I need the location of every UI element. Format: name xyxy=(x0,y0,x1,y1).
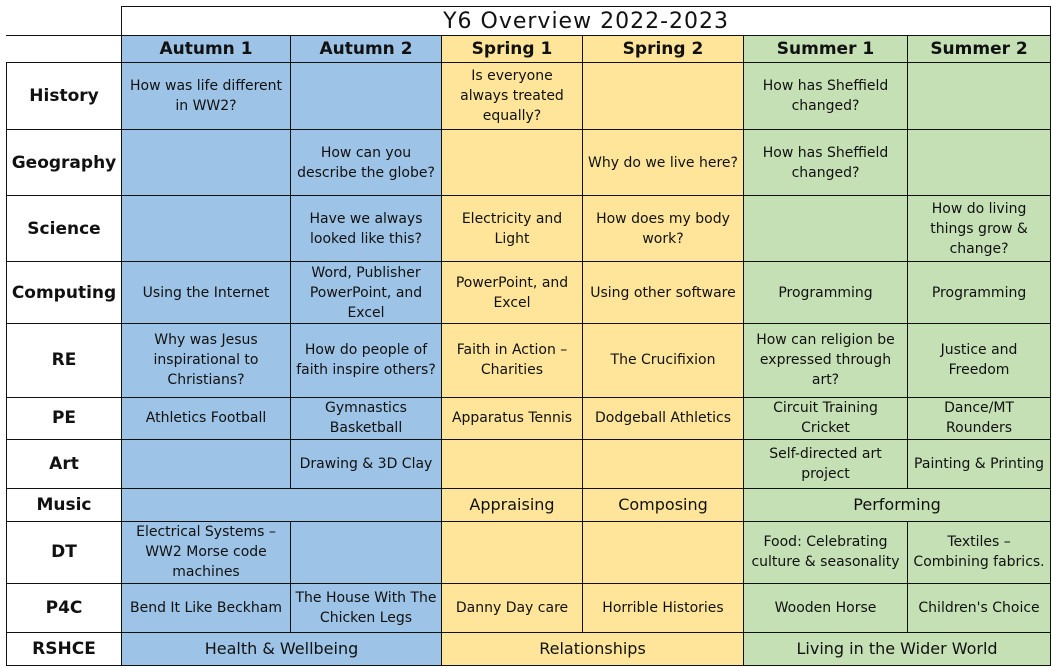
topic-cell xyxy=(122,439,291,488)
table-row xyxy=(7,196,1051,262)
topic-cell: Word, Publisher PowerPoint, and Excel xyxy=(291,262,442,324)
topic-cell: Performing xyxy=(744,488,1051,521)
topic-cell: Textiles – Combining fabrics. xyxy=(908,521,1051,583)
overview-table xyxy=(6,6,1051,666)
topic-cell: Programming xyxy=(744,262,908,324)
topic-cell xyxy=(442,439,583,488)
term-header-spring-2: Spring 2 xyxy=(583,36,744,63)
topic-cell: Danny Day care xyxy=(442,583,583,632)
topic-cell: How can you describe the globe? xyxy=(291,130,442,196)
topic-cell: Children's Choice xyxy=(908,583,1051,632)
topic-cell: Why do we live here? xyxy=(583,130,744,196)
term-header-summer-2: Summer 2 xyxy=(908,36,1051,63)
topic-cell: PowerPoint, and Excel xyxy=(442,262,583,324)
table-row xyxy=(7,262,1051,324)
term-header-autumn-1: Autumn 1 xyxy=(122,36,291,63)
subject-label: PE xyxy=(7,397,122,439)
topic-cell: Why was Jesus inspirational to Christians? xyxy=(122,324,291,397)
topic-cell xyxy=(744,196,908,262)
topic-cell xyxy=(908,130,1051,196)
topic-cell xyxy=(908,63,1051,130)
corner-blank xyxy=(7,7,122,36)
term-header-spring-1: Spring 1 xyxy=(442,36,583,63)
topic-cell: Health & Wellbeing xyxy=(122,632,442,665)
topic-cell xyxy=(583,63,744,130)
topic-cell: Gymnastics Basketball xyxy=(291,397,442,439)
table-row xyxy=(7,130,1051,196)
topic-cell: Programming xyxy=(908,262,1051,324)
topic-cell: Electrical Systems – WW2 Morse code machines xyxy=(122,521,291,583)
topic-cell: Using the Internet xyxy=(122,262,291,324)
subject-label: Music xyxy=(7,488,122,521)
topic-cell xyxy=(291,521,442,583)
table-row xyxy=(7,324,1051,397)
topic-cell: How was life different in WW2? xyxy=(122,63,291,130)
topic-cell: Dodgeball Athletics xyxy=(583,397,744,439)
topic-cell: Circuit Training Cricket xyxy=(744,397,908,439)
subject-label: P4C xyxy=(7,583,122,632)
topic-cell: How has Sheffield changed? xyxy=(744,63,908,130)
table-row xyxy=(7,521,1051,583)
topic-cell: Living in the Wider World xyxy=(744,632,1051,665)
subject-label: Science xyxy=(7,196,122,262)
topic-cell xyxy=(583,439,744,488)
page-title: Y6 Overview 2022-2023 xyxy=(122,7,1051,36)
topic-cell xyxy=(122,488,442,521)
topic-cell: Drawing & 3D Clay xyxy=(291,439,442,488)
table-row xyxy=(7,583,1051,632)
subject-label: RE xyxy=(7,324,122,397)
table-row xyxy=(7,439,1051,488)
topic-cell: Faith in Action – Charities xyxy=(442,324,583,397)
topic-cell xyxy=(442,130,583,196)
topic-cell: Relationships xyxy=(442,632,744,665)
topic-cell: Appraising xyxy=(442,488,583,521)
table-row xyxy=(7,632,1051,665)
topic-cell: Apparatus Tennis xyxy=(442,397,583,439)
topic-cell: How does my body work? xyxy=(583,196,744,262)
topic-cell: Food: Celebrating culture & seasonality xyxy=(744,521,908,583)
table-row xyxy=(7,397,1051,439)
subject-label: RSHCE xyxy=(7,632,122,665)
topic-cell: Is everyone always treated equally? xyxy=(442,63,583,130)
topic-cell: Electricity and Light xyxy=(442,196,583,262)
table-row xyxy=(7,488,1051,521)
topic-cell: Wooden Horse xyxy=(744,583,908,632)
topic-cell: Justice and Freedom xyxy=(908,324,1051,397)
topic-cell: Athletics Football xyxy=(122,397,291,439)
topic-cell: Using other software xyxy=(583,262,744,324)
topic-cell xyxy=(291,63,442,130)
topic-cell: How do living things grow & change? xyxy=(908,196,1051,262)
subject-label: Geography xyxy=(7,130,122,196)
topic-cell: Composing xyxy=(583,488,744,521)
subject-label: DT xyxy=(7,521,122,583)
topic-cell xyxy=(122,130,291,196)
subject-label: Art xyxy=(7,439,122,488)
topic-cell xyxy=(583,521,744,583)
topic-cell: How has Sheffield changed? xyxy=(744,130,908,196)
header-blank xyxy=(7,36,122,63)
topic-cell: The House With The Chicken Legs xyxy=(291,583,442,632)
term-header-summer-1: Summer 1 xyxy=(744,36,908,63)
topic-cell: Have we always looked like this? xyxy=(291,196,442,262)
topic-cell xyxy=(442,521,583,583)
term-header-autumn-2: Autumn 2 xyxy=(291,36,442,63)
topic-cell: How do people of faith inspire others? xyxy=(291,324,442,397)
topic-cell: Painting & Printing xyxy=(908,439,1051,488)
topic-cell: Bend It Like Beckham xyxy=(122,583,291,632)
table-row xyxy=(7,63,1051,130)
subject-label: Computing xyxy=(7,262,122,324)
topic-cell xyxy=(122,196,291,262)
topic-cell: Self-directed art project xyxy=(744,439,908,488)
subject-label: History xyxy=(7,63,122,130)
topic-cell: How can religion be expressed through art? xyxy=(744,324,908,397)
topic-cell: Horrible Histories xyxy=(583,583,744,632)
topic-cell: The Crucifixion xyxy=(583,324,744,397)
topic-cell: Dance/MT Rounders xyxy=(908,397,1051,439)
